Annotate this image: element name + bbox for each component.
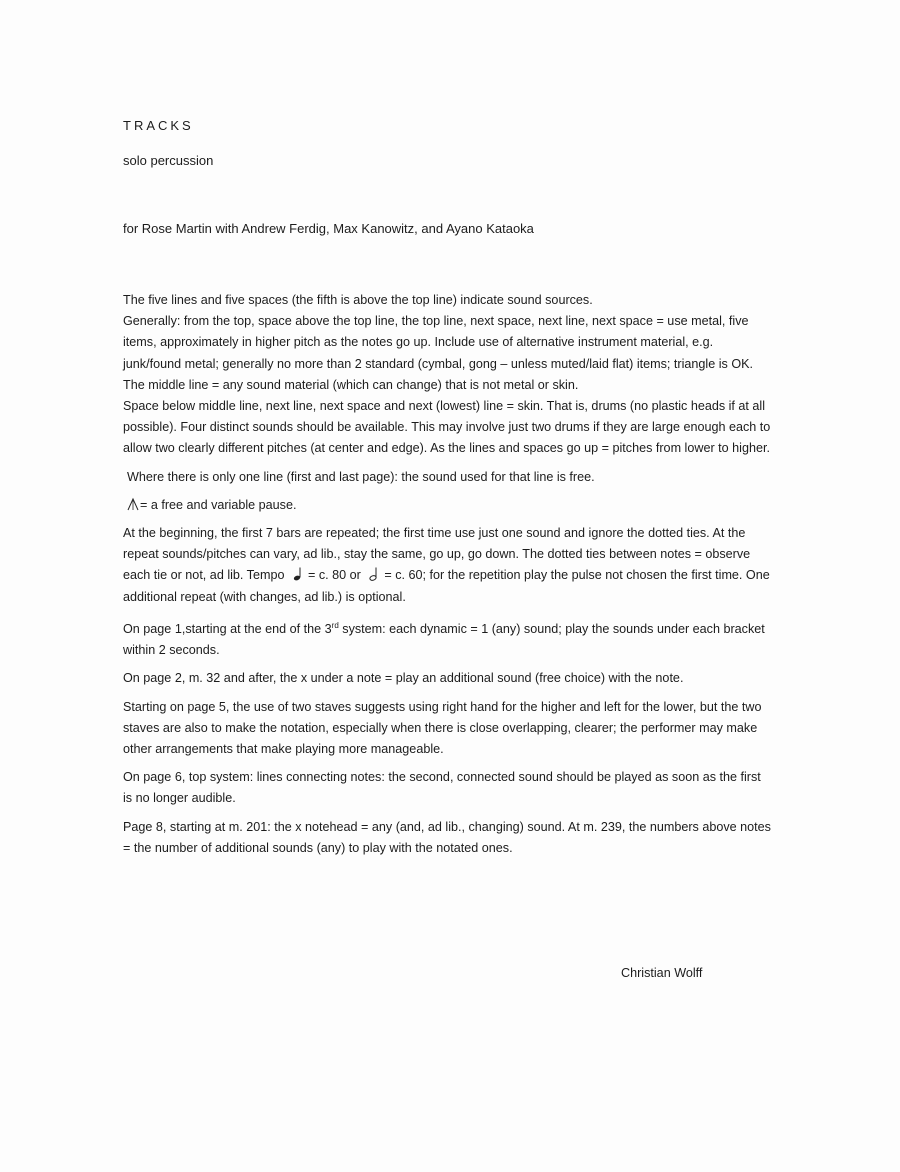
instruction-single-line: Where there is only one line (first and last page): the sound used for that line is free. — [127, 469, 595, 484]
instruction-repeat — [123, 523, 773, 608]
document-subtitle: solo percussion — [123, 153, 214, 168]
pause-description: = a free and variable pause. — [140, 497, 297, 512]
instruction-x-notehead: Page 8, starting at m. 201: the x notehead = any (and, ad lib., changing) sound. At m. 239, the numbers above notes = the number of additional sounds (any) to play with the notated ones. — [123, 819, 771, 855]
dedication: for Rose Martin with Andrew Ferdig, Max Kanowitz, and Ayano Kataoka — [123, 221, 534, 236]
performance-instructions — [123, 290, 773, 866]
dynamics-text-b: system: each dynamic = 1 (any) sound; play the sounds under each bracket within 2 seconds. — [123, 622, 765, 658]
instruction-connecting-lines: On page 6, top system: lines connecting notes: the second, connected sound should be played as soon as the first is no longer audible. — [123, 770, 761, 806]
repeat-text-a: At the beginning, the first 7 bars are repeated; the first time use just one sound and ignore the dotted ties. At the repeat sounds/pitches can vary, ad lib., stay the same, go up, go down. The dotted ties between notes = observe each tie or not, ad lib. Tempo — [123, 526, 751, 583]
instruction-pause — [123, 495, 773, 516]
half-note-icon — [368, 567, 380, 581]
instruction-line: Space below middle line, next line, next space and next (lowest) line = skin. That is, drums (no plastic heads if at all possible). Four distinct sounds should be available. This may involve just two drums if they are large enough each to allow two clearly different pitches (at center and edge). As the lines and spaces go up = pitches from lower to higher. — [123, 399, 771, 456]
instruction-dynamics — [123, 615, 773, 662]
document-title: TRACKS — [123, 118, 194, 133]
dynamics-text-a: On page 1,starting at the end of the 3 — [123, 622, 332, 637]
pause-icon — [127, 497, 139, 511]
instruction-x-under-note: On page 2, m. 32 and after, the x under a note = play an additional sound (free choice) with the note. — [123, 671, 684, 686]
instruction-line: The five lines and five spaces (the fifth is above the top line) indicate sound sources. — [123, 293, 593, 307]
repeat-text-b: = c. 80 or — [308, 568, 361, 583]
repeat-text-c: = c. 60; for the repetition play the pulse not chosen the first time. One additional repeat (with changes, ad lib.) is optional. — [123, 568, 770, 604]
composer-signature: Christian Wolff — [621, 966, 703, 980]
instruction-line: The middle line = any sound material (which can change) that is not metal or skin. — [123, 377, 579, 392]
quarter-note-icon — [292, 567, 304, 581]
instruction-two-staves: Starting on page 5, the use of two staves suggests using right hand for the higher and left for the lower, but the two staves are also to make the notation, especially when there is close overlapping, clearer; the performer may make other arrangements that make playing more manageable. — [123, 699, 762, 757]
instruction-line: Generally: from the top, space above the top line, the top line, next space, next line, next space = use metal, five items, approximately in higher pitch as the notes go up. Include use of alternative instrument material, e.g. junk/found metal; generally no more than 2 standard (cymbal, gong – unless muted/laid flat) items; triangle is OK. — [123, 314, 754, 371]
ordinal-suffix: rd — [331, 620, 339, 630]
